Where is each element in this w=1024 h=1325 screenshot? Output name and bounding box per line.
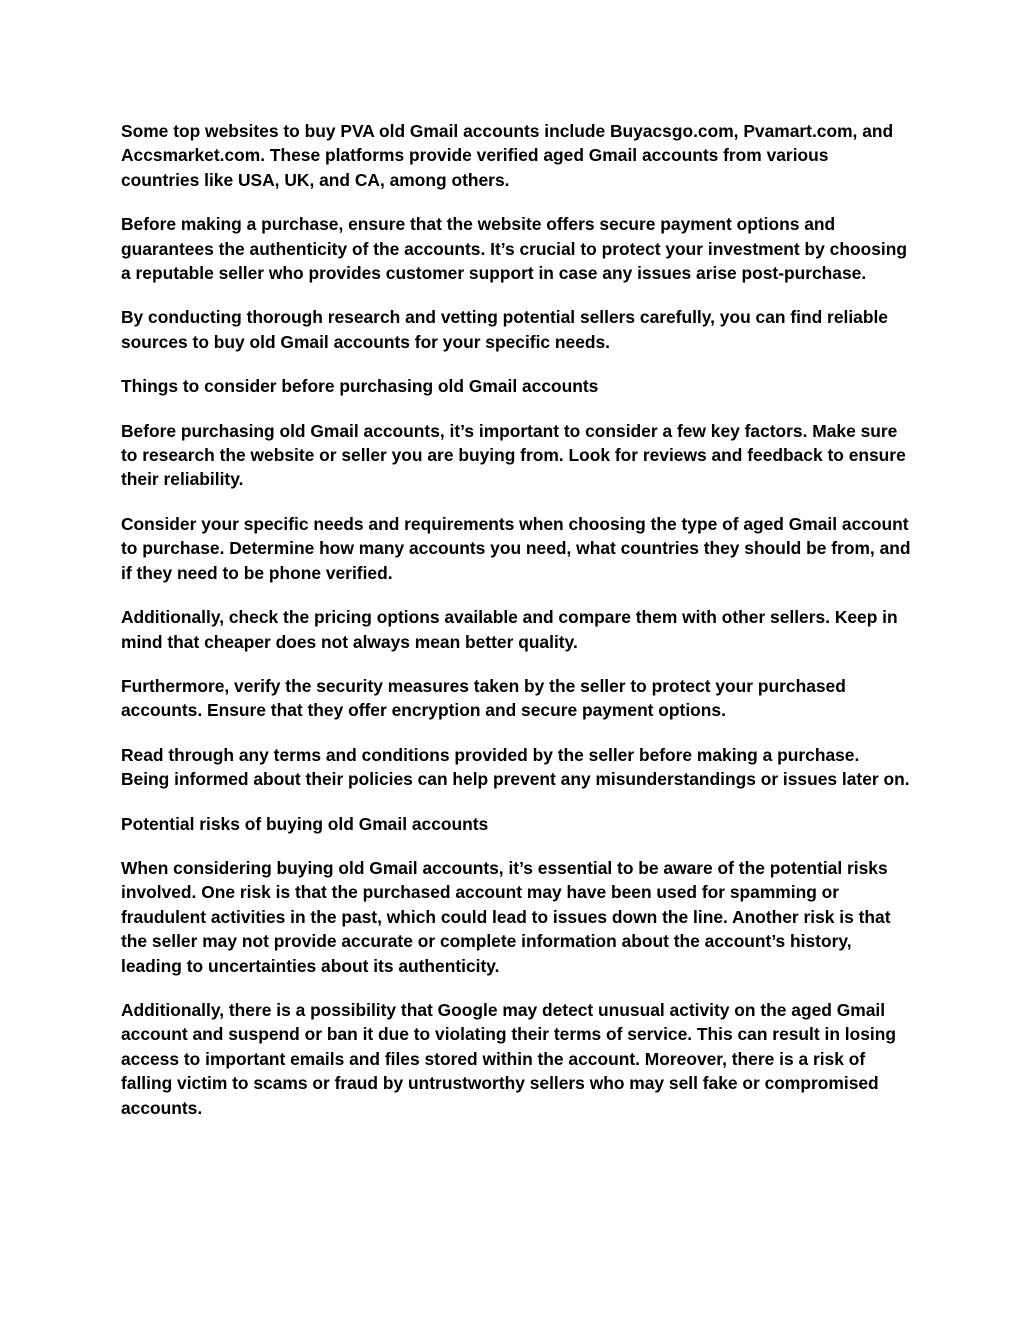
- section-heading-considerations: Things to consider before purchasing old Gmail accounts: [121, 376, 599, 397]
- paragraph-key-factors: Before purchasing old Gmail accounts, it’s important to consider a few key factors. Make sure to research the website or seller you are buying from. Look for reviews and feedback to ensure their reliability.: [121, 420, 906, 490]
- paragraph-secure-payment: Before making a purchase, ensure that the website offers secure payment options and guarantees the authenticity of the accounts. It’s crucial to protect your investment by choosing a reputable seller who provides customer support in case any issues arise post-purchase.: [121, 214, 907, 284]
- paragraph-risks: When considering buying old Gmail accounts, it’s essential to be aware of the potential risks involved. One risk is that the purchased account may have been used for spamming or fraudulent activities in the past, which could lead to issues down the line. Another risk is that the seller may not provide accurate or complete information about the account’s history, leading to uncertainties about its authenticity.: [121, 857, 891, 976]
- paragraph-terms: Read through any terms and conditions provided by the seller before making a purchase. Being informed about their policies can help prevent any misunderstandings or issues later on.: [121, 744, 910, 790]
- paragraph-security: Furthermore, verify the security measures taken by the seller to protect your purchased accounts. Ensure that they offer encryption and secure payment options.: [121, 675, 846, 721]
- paragraph-research: By conducting thorough research and vetting potential sellers carefully, you can find reliable sources to buy old Gmail accounts for your specific needs.: [121, 307, 888, 352]
- paragraph-websites: Some top websites to buy PVA old Gmail accounts include Buyacsgo.com, Pvamart.com, and Accsmarket.com. These platforms provide verified aged Gmail accounts from various countries like USA, UK, and CA, among others.: [121, 121, 894, 190]
- paragraph-pricing: Additionally, check the pricing options available and compare them with other sellers. Keep in mind that cheaper does not always mean better quality.: [121, 607, 898, 652]
- document-body: [121, 119, 911, 1140]
- section-heading-risks: Potential risks of buying old Gmail accounts: [121, 813, 489, 834]
- paragraph-specific-needs: Consider your specific needs and requirements when choosing the type of aged Gmail account to purchase. Determine how many accounts you need, what countries they should be from, and if they need to be phone verified.: [121, 513, 911, 583]
- paragraph-suspension: Additionally, there is a possibility that Google may detect unusual activity on the aged Gmail account and suspend or ban it due to violating their terms of service. This can result in losing access to important emails and files stored within the account. Moreover, there is a risk of falling victim to scams or fraud by untrustworthy sellers who may sell fake or compromised accounts.: [121, 999, 896, 1118]
